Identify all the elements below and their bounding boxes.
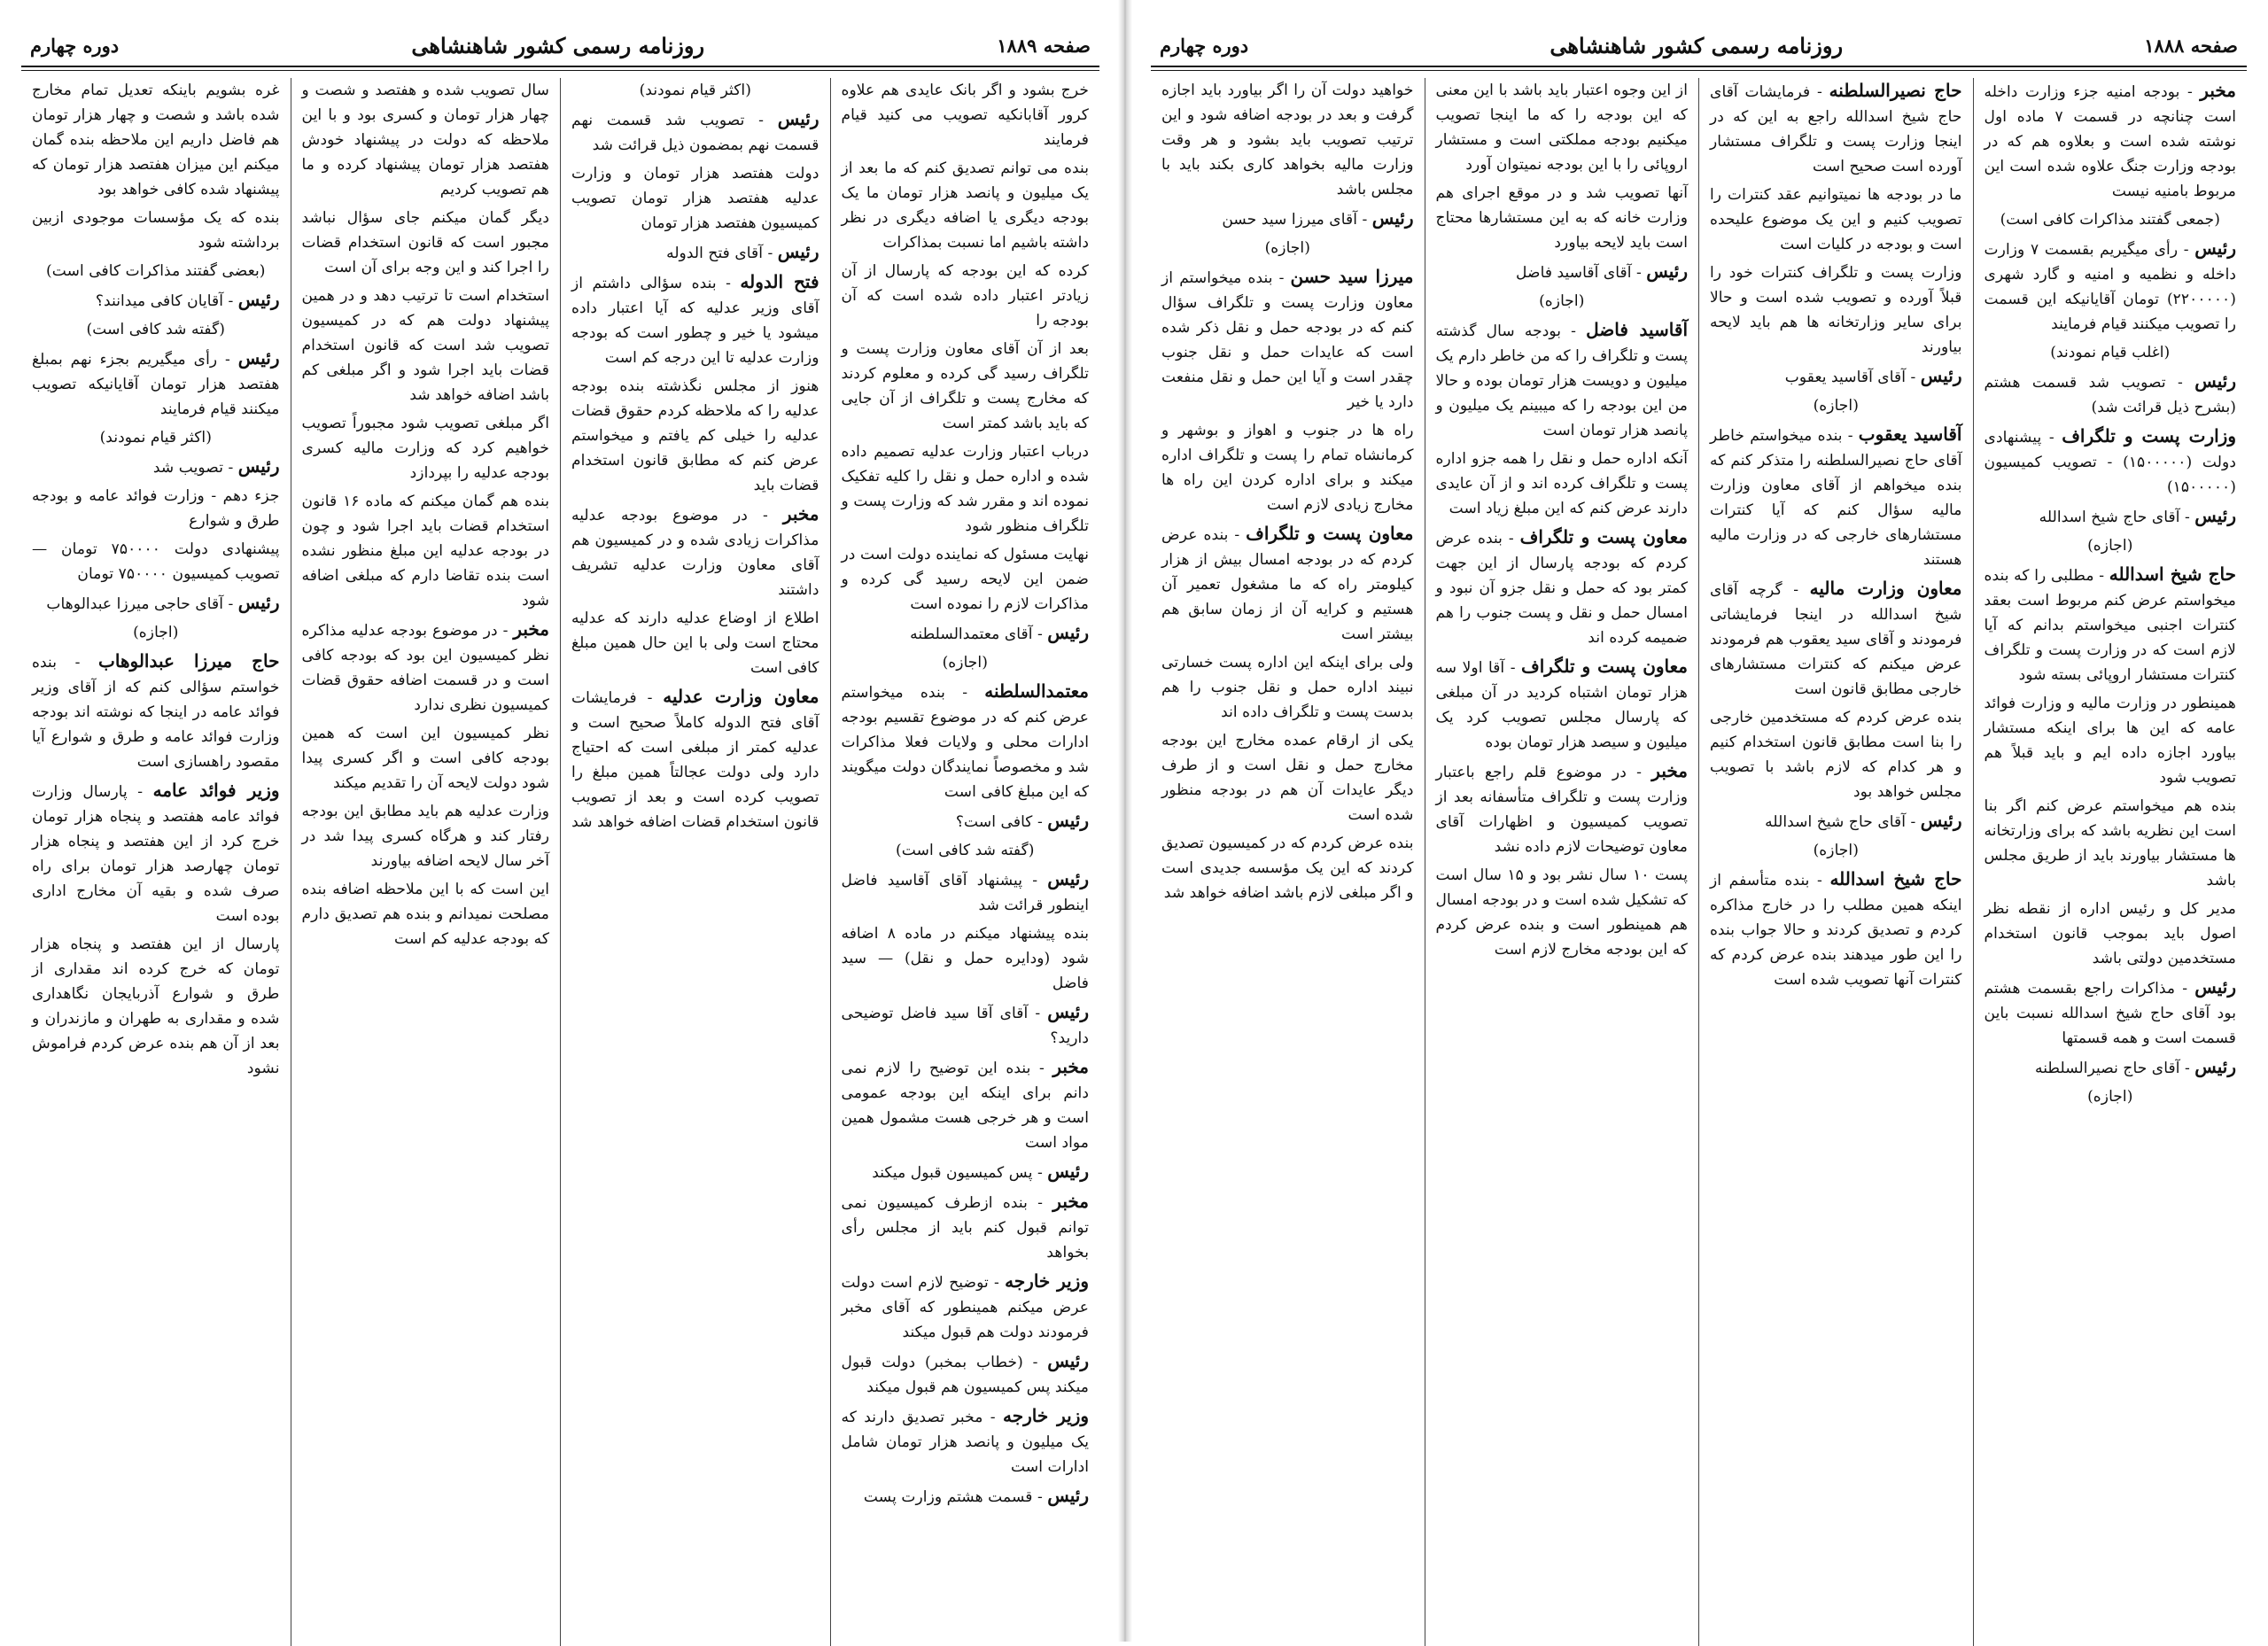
speech-paragraph: حاج شیخ اسدالله - مطلبی را که بنده میخواستم عرض کنم مربوط است بعقد کنترات اجنبی میخواستم بدانم که آیا لازم است که در وزارت پست و تلگراف کنترات مستشار اروپائی بسته شود (1984, 563, 2236, 684)
body-paragraph: بعد از آن آقای معاون وزارت پست و تلگراف رسید گی کرده و معلوم کردند که مخارج پست و تلگراف از آن جایی که باید باشد کمتر است (841, 340, 1089, 432)
speech-paragraph: مخبر - در موضوع بودجه عدلیه مذاکره نظر کمیسیون این بود که بودجه کافی است و در قسمت اضافه حقوق قضات کمیسیون نظری ندارد (301, 618, 550, 714)
speaker-name: حاج میرزا عبدالوهاب (98, 650, 280, 672)
speech-paragraph (302, 283, 550, 408)
speaker-name: وزیر خارجه (1003, 1405, 1090, 1426)
speech-paragraph: رئیس - کافی است؟ (955, 810, 1089, 831)
speaker-name: حاج شیخ اسدالله (2109, 563, 2236, 585)
speech-text: نظر کمیسیون این است که همین بودجه کافی است و اگر کسری پیدا شود دولت لایحه آن را تقدیم میکند (301, 725, 549, 792)
speaker-name: رئیس (1047, 622, 1089, 643)
speech-text: مذاکرات راجع بقسمت هشتم بود آقای حاج شیخ اسدالله نسبت باین قسمت است و همه قسمتها (1984, 980, 2236, 1047)
body-paragraph: بنده می توانم تصدیق کنم که ما بعد از یک میلیون و پانصد هزار تومان ما یک بودجه دیگری یا اضافه دیگری در نظر داشته باشیم اما نسبت بمذاکرات (841, 159, 1089, 252)
speech-paragraph: رئیس - تصویب شد (152, 455, 280, 477)
speech-paragraph (1161, 728, 1414, 827)
speaker-name: رئیس (1646, 260, 1688, 282)
speaker-name: رئیس (1047, 868, 1090, 889)
speech-paragraph: وزارت پست و تلگراف - پیشنهادی دولت (۱۵۰۰۰۰۰) - تصویب کمیسیون (۱۵۰۰۰۰۰) (1984, 425, 2237, 496)
speech-paragraph: حاج نصیرالسلطنه - فرمایشات آقای حاج شیخ اسدالله راجع به این که در اینجا وزارت پست و تلگراف مستشار آورده است صحیح است (1710, 80, 1962, 175)
speech-text: این است که با این ملاحظه اضافه بنده مصلحت نمیدانم و بنده هم تصدیق دارم که بودجه عدلیه کم است (301, 881, 549, 948)
speech-paragraph: رئیس - رأی میگیریم بقسمت ۷ وزارت داخله و نظمیه و امنیه و گارد شهری (۲۲۰۰۰۰۰) تومان آقایانیکه این قسمت را تصویب میکنند قیام فرمایند (1984, 237, 2236, 333)
parenthetical-note: (اجازه) (1264, 239, 1310, 257)
left-header-rule (21, 66, 1099, 71)
speech-text: آقای میرزا سید حسن (1222, 211, 1357, 229)
speech-text: فرمایشات آقای فتح الدوله کاملاً صحیح است و عدلیه کمتر از مبلغی است که احتیاج دارد ولی دولت عجالتاً همین مبلغ را تصویب کرده است و بعد از تصویب قانون استخدام قضات اضافه خواهد شد (571, 689, 819, 831)
speaker-name: مخبر (513, 618, 550, 640)
parenthetical-note: (اجازه) (1539, 292, 1585, 310)
speaker-name: معتمدالسلطنه (984, 680, 1089, 702)
text-column (21, 78, 291, 1646)
left-page-title: روزنامه رسمی کشور شاهنشاهی (411, 32, 705, 58)
speech-text: غره بشویم باینکه تعدیل تمام مخارج شده باشد و شصت و چهار هزار تومان هم فاضل داریم این ملاحظه بنده گمان میکنم این میزان هفتصد هزار تومان که پیشنهاد شده کافی خواهد بود (32, 82, 280, 198)
parenthetical-note: (گفته شد کافی است) (86, 321, 226, 338)
speech-paragraph: معاون پست و تلگراف - بنده عرض کردم که در بودجه امسال بیش از هزار کیلومتر راه که ما مشغول تعمیر آن هستیم و کرایه آن از زمان سابق هم بیشتر است (1161, 523, 1414, 643)
text-column (1151, 78, 1425, 1646)
speaker-name: آقاسید یعقوب (1858, 423, 1962, 445)
speech-text: وزارت عدلیه هم باید مطابق این بودجه رفتار کند و هرگاه کسری پیدا شد در آخر سال لایحه اضافه بیاورند (301, 803, 549, 870)
speech-text: رأی میگیریم بقسمت ۷ وزارت داخله و نظمیه و امنیه و گارد شهری (۲۲۰۰۰۰۰) تومان آقایانیکه این قسمت را تصویب میکنند قیام فرمایند (1984, 241, 2236, 333)
speech-paragraph (302, 877, 550, 951)
speech-text: آقای حاج نصیرالسلطنه (2035, 1060, 2180, 1077)
speech-paragraph: رئیس - آقای آقاسید فاضل (1515, 260, 1688, 282)
speech-paragraph (32, 78, 280, 202)
speech-paragraph: معاون پست و تلگراف - آقا اولا سه هزار تومان اشتباه کردید در آن مبلغی که پارسال مجلس تصویب کرد یک میلیون و سیصد هزار تومان بوده (1435, 656, 1689, 751)
speech-paragraph: رئیس - آقای آقا سید فاضل توضیحی دارید؟ (841, 1001, 1089, 1047)
speech-text: پس کمیسیون قبول میکند (872, 1164, 1033, 1182)
speech-text: بودجه سال گذشته پست و تلگراف را که من خاطر دارم یک میلیون و دویست هزار تومان بوده و حالا من این بودجه را که میبینم یک میلیون و پانصد هزار تومان است (1435, 322, 1688, 439)
speaker-name: مخبر (2200, 80, 2236, 101)
parenthetical-note: (اجازه) (2087, 537, 2133, 555)
text-column (830, 78, 1100, 1646)
speech-paragraph: معاون وزارت مالیه - گرچه آقای شیخ اسدالله در اینجا فرمایشاتی فرمودند و آقای سید یعقوب هم فرمودند عرض میکنم که کنترات مستشارهای خارجی مطابق قانون است (1710, 578, 1962, 698)
speech-text: بنده این توضیح را لازم نمی دانم برای اینکه این بودجه عمومی است و هر خرجی هست مشمول همین مواد است (841, 1060, 1089, 1152)
speech-text: بودجه امنیه جزء وزارت داخله است چنانچه در قسمت ۷ ماده اول نوشته شده است و بعلاوه هم که در بودجه وزارت جنگ علاوه شده است این مربوط بامنیه نیست (1984, 83, 2236, 200)
speaker-name: رئیس (1047, 1161, 1089, 1182)
body-paragraph: نهایت مسئول که نماینده دولت است در ضمن این لایحه رسید گی کرده و مذاکرات لازم را نموده است (841, 546, 1089, 613)
speaker-name: رئیس (1047, 1001, 1089, 1022)
speech-paragraph: فتح الدوله - بنده سؤالی داشتم از آقای وزیر عدلیه که آیا اعتبار داده میشود یا خیر و چطور است که بودجه وزارت عدلیه تا این درجه کم است (571, 271, 819, 367)
speaker-name: رئیس (2194, 976, 2237, 998)
parenthetical-note: (اجازه) (942, 654, 988, 672)
speech-text: یکی از ارقام عمده مخارج این بودجه مخارج حمل و نقل است و از طرف دیگر عایدات آن هم در بودجه منظور شده است (1161, 732, 1414, 824)
speech-text: آقایان کافی میدانند؟ (95, 292, 223, 310)
speech-text: بنده ازطرف کمیسیون نمی توانم قبول کنم باید از مجلس رأی بخواهد (841, 1194, 1089, 1262)
right-page-period: دوره چهارم (1160, 34, 1249, 57)
speech-paragraph (1984, 691, 2237, 790)
speech-text: بنده میخواستم از معاون وزارت پست و تلگراف سؤال کنم که در بودجه حمل و نقل ذکر شده است که عایدات حمل و نقل جنوب چقدر است و آیا این حمل و نقل منفعت دارد یا خیر (1161, 269, 1414, 411)
speech-text: مطلبی را که بنده میخواستم عرض کنم مربوط است بعقد کنترات اجنبی میخواستم بدانم که آیا لازم است که در وزارت پست و تلگراف کنترات مستشار اروپائی بسته شود (1984, 567, 2236, 684)
parenthetical-note: (اجازه) (1813, 397, 1859, 415)
speech-paragraph: وزیر خارجه - توضیح لازم است دولت عرض میکنم همینطور که آقای مخبر فرمودند دولت هم قبول میکند (841, 1270, 1089, 1341)
speech-text: پارسال وزارت فوائد عامه هفتصد و پنجاه هزار تومان خرج کرد از این هفتصد و پنجاه هزار تومان چهارصد هزار تومان برای راه صرف شده و بقیه آن مخارج اداری بوده است (32, 783, 280, 925)
speech-text: اطلاع از اوضاع عدلیه دارند که عدلیه محتاج است ولی با این حال همین مبلغ کافی است (571, 609, 819, 677)
speech-text: بنده هم گمان میکنم که ماده ۱۶ قانون استخدام قضات باید اجرا شود و چون در بودجه عدلیه این مبلغ منظور نشده است بنده تقاضا دارم که مبلغی اضافه شود (301, 493, 549, 609)
speech-paragraph: رئیس - تصویب شد قسمت نهم قسمت نهم بمضمون ذیل قرائت شد (571, 108, 819, 154)
speaker-name: وزیر فوائد عامه (152, 780, 280, 801)
left-page-period: دوره چهارم (30, 34, 120, 57)
speech-paragraph: رئیس - آقای فتح الدوله (666, 241, 819, 262)
speech-text: مخبر تصدیق دارند که یک میلیون و پانصد هزار تومان شامل ادارات است (841, 1409, 1089, 1476)
speech-paragraph: وزیر خارجه - مخبر تصدیق دارند که یک میلیون و پانصد هزار تومان شامل ادارات است (841, 1405, 1090, 1476)
text-column (291, 78, 561, 1646)
speech-text: بنده عرض کردم که مستخدمین خارجی را بنا است مطابق قانون استخدام کنیم و هر کدام که لازم باشد با تصویب مجلس خواهد بود (1710, 709, 1962, 801)
speech-text: پیشنهاد آقای آقاسید فاضل اینطور قرائت شد (841, 872, 1089, 914)
speech-text: تصویب شد قسمت هشتم (بشرح ذیل قرائت شد) (1984, 374, 2236, 416)
text-column (1973, 78, 2248, 1646)
speaker-name: رئیس (237, 455, 280, 477)
speech-paragraph: مخبر - در موضوع بودجه عدلیه مذاکرات زیادی شده و در کمیسیون هم آقای معاون وزارت عدلیه تشریف داشتند (571, 503, 819, 599)
speech-paragraph (1436, 78, 1689, 177)
speech-paragraph (1984, 794, 2237, 893)
speech-paragraph: مخبر - بنده این توضیح را لازم نمی دانم برای اینکه این بودجه عمومی است و هر خرجی هست مشمول همین مواد است (841, 1056, 1090, 1152)
speech-text: بنده سؤالی داشتم از آقای وزیر عدلیه که آیا اعتبار داده میشود یا خیر و چطور است که بودجه وزارت عدلیه تا این درجه کم است (571, 275, 819, 367)
speaker-name: معاون پست و تلگراف (1246, 523, 1414, 544)
speech-paragraph: رئیس - آقای میرزا سید حسن (1222, 207, 1414, 229)
parenthetical-note: (بعضی گفتند مذاکرات کافی است) (46, 262, 266, 280)
speech-text: کافی است؟ (955, 813, 1033, 831)
speech-text: آقای حاج شیخ اسدالله (2039, 509, 2180, 526)
speech-paragraph: رئیس - آقای معتمدالسلطنه (910, 622, 1089, 643)
parenthetical-note: (گفته شد کافی است) (895, 842, 1035, 859)
speech-text: پیشنهادی دولت (۱۵۰۰۰۰۰) - تصویب کمیسیون (۱۵۰۰۰۰۰) (1984, 429, 2236, 496)
right-page-number: صفحه ۱۸۸۸ (2144, 34, 2238, 57)
speech-text: آقای فتح الدوله (666, 245, 763, 262)
speech-paragraph (842, 921, 1090, 996)
speech-paragraph: حاج شیخ اسدالله - بنده متأسفم از اینکه همین مطلب را در خارج مذاکره کردم و تصدیق کردند و حالا جواب بنده را این طور میدهند بنده عرض کردم که کنترات آنها تصویب شده است (1710, 868, 1962, 989)
speech-text: فرمایشات آقای حاج شیخ اسدالله راجع به این که در اینجا وزارت پست و تلگراف مستشار آورده است صحیح است (1710, 83, 1962, 175)
speech-paragraph: آقاسید یعقوب - بنده میخواستم خاطر آقای حاج نصیرالسلطنه را متذکر کنم که بنده میخواهم از آقای معاون وزارت مالیه سؤال کنم که آیا کنترات مستشارهای خارجی که در وزارت مالیه هستند (1710, 423, 1962, 569)
speaker-name: رئیس (2194, 1056, 2236, 1077)
speech-paragraph: رئیس - آقایان کافی میدانند؟ (95, 289, 280, 310)
speech-text: بنده عرض کردم که در بودجه امسال بیش از هزار کیلومتر راه که ما مشغول تعمیر آن هستیم و کرایه آن از زمان سابق هم بیشتر است (1161, 526, 1414, 643)
speech-text: دولت هفتصد هزار تومان و وزارت عدلیه هفتصد هزار تومان تصویب کمیسیون هفتصد هزار تومان (571, 165, 819, 232)
speech-paragraph (32, 206, 280, 255)
speech-text: تصویب شد (152, 459, 223, 477)
speech-paragraph (302, 799, 550, 873)
speech-text: پست ۱۰ سال نشر بود و ۱۵ سال است که تشکیل شده است و در بودجه امسال هم همینطور است و بنده عرض کردم که این بودجه مخارج لازم است (1435, 866, 1688, 959)
speech-paragraph: مخبر - در موضوع قلم راجع باعتبار وزارت پست و تلگراف متأسفانه بعد از تصویب کمیسیون و اظهارات آقای معاون توضیحات لازم داده نشد (1435, 760, 1688, 856)
speech-paragraph: مخبر - بودجه امنیه جزء وزارت داخله است چنانچه در قسمت ۷ ماده اول نوشته شده است و بعلاوه هم که در بودجه وزارت جنگ علاوه شده است این مربوط بامنیه نیست (1984, 80, 2236, 200)
speech-paragraph (1710, 260, 1962, 360)
speaker-name: رئیس (1047, 1485, 1089, 1506)
speech-text: بنده که یک مؤسسات موجودی ازبین برداشته شود (32, 209, 280, 252)
speech-paragraph: رئیس - آقای حاج شیخ اسدالله (2039, 505, 2236, 526)
speech-paragraph: معاون پست و تلگراف - بنده عرض کردم که بودجه پارسال از این جهت کمتر بود که حمل و نقل جزو آن نبود و امسال حمل و نقل و پست جنوب را هم ضمیمه کرده اند (1435, 526, 1689, 647)
speaker-name: مخبر (1052, 1191, 1089, 1212)
speech-text: پارسال از این هفتصد و پنجاه هزار تومان که خرج کرده اند مقداری از طرق و شوارع آذربایجان نگاهداری شده و مقداری به طهران و مازندران و بعد از آن هم بنده عرض کردم فراموش نشود (32, 936, 280, 1077)
speech-paragraph (302, 206, 550, 280)
speech-text: آنها تصویب شد و در موقع اجرای هم وزارت خانه که به این مستشارها محتاج است باید لایحه بیاورد (1435, 184, 1688, 252)
speech-paragraph: وزیر فوائد عامه - پارسال وزارت فوائد عامه هفتصد و پنجاه هزار تومان خرج کرد از این هفتصد و پنجاه هزار تومان چهارصد هزار تومان برای راه صرف شده و بقیه آن مخارج اداری بوده است (32, 780, 280, 925)
parenthetical-note: (اغلب قیام نمودند) (2050, 344, 2171, 361)
speaker-name: رئیس (2194, 505, 2236, 526)
right-columns (1151, 78, 2247, 1646)
speech-text: بنده متأسفم از اینکه همین مطلب را در خارج مذاکره کردم و تصدیق کردند و حالا جواب بنده را این طور میدهند بنده عرض کردم که کنترات آنها تصویب شده است (1710, 872, 1962, 989)
speech-paragraph (1161, 78, 1414, 202)
speaker-name: آقاسید فاضل (1586, 319, 1689, 340)
speech-paragraph: رئیس - قسمت هشتم وزارت پست (863, 1485, 1089, 1506)
right-page-header (1151, 27, 2247, 64)
speech-paragraph: معتمدالسلطنه - بنده میخواستم عرض کنم که در موضوع تقسیم بودجه ادارات محلی و ولایات فعلا مذاکرات شد و مخصوصاً نمایندگان دولت میگویند که این مبلغ کافی است (841, 680, 1089, 801)
speech-text: در موضوع بودجه عدلیه مذاکرات زیادی شده و در کمیسیون هم آقای معاون وزارت عدلیه تشریف داشتند (571, 507, 819, 599)
speech-text: آنکه اداره حمل و نقل را همه جزو اداره پست و تلگراف کرده اند و از آن عایدی دارند عرض کنم که این مبلغ زیاد است (1435, 450, 1688, 517)
speech-text: بنده پیشنهاد میکنم در ماده ۸ اضافه شود (ودایره حمل و نقل) — سید فاضل (841, 925, 1089, 992)
speech-paragraph: معاون وزارت عدلیه - فرمایشات آقای فتح الدوله کاملاً صحیح است و عدلیه کمتر از مبلغی است که احتیاج دارد ولی دولت عجالتاً همین مبلغ را تصویب کرده است و بعد از تصویب قانون استخدام قضات اضافه خواهد شد (571, 686, 819, 831)
speech-text: از این وجوه اعتبار باید باشد با این معنی که این بودجه را که ما اینجا تصویب میکنیم بودجه مملکتی است و مستشار اروپائی را با این بودجه نمیتوان آورد (1435, 82, 1688, 174)
speech-text: بنده میخواستم خاطر آقای حاج نصیرالسلطنه را متذکر کنم که بنده میخواهم از آقای معاون وزارت مالیه سؤال کنم که آیا کنترات مستشارهای خارجی که در وزارت مالیه هستند (1710, 427, 1962, 569)
speaker-name: وزیر خارجه (1005, 1270, 1089, 1292)
speaker-name: رئیس (237, 347, 280, 369)
right-page (1130, 0, 2268, 1642)
speech-paragraph: رئیس - (خطاب بمخبر) دولت قبول میکند پس کمیسیون هم قبول میکند (841, 1350, 1090, 1396)
speech-text: بنده عرض کردم که در کمیسیون تصدیق کردند که این یک مؤسسه جدیدی است و اگر مبلغی لازم باشد اضافه خواهد شد (1161, 835, 1414, 902)
speaker-name: رئیس (237, 592, 280, 613)
speech-text: استخدام است تا ترتیب دهد و در همین پیشنهاد دولت هم که در کمیسیون تصویب شد است که قانون استخدام قضات باید اجرا شود و اگر مبلغی کم باشد اضافه خواهد شد (301, 287, 549, 404)
speaker-name: معاون وزارت عدلیه (663, 686, 819, 707)
speaker-name: مخبر (1651, 760, 1688, 781)
parenthetical-note: (جمعی گفتند مذاکرات کافی است) (2000, 211, 2220, 229)
left-page-number: صفحه ۱۸۸۹ (997, 34, 1091, 57)
speech-text: پیشنهادی دولت ۷۵۰۰۰۰ تومان — تصویب کمیسیون ۷۵۰۰۰۰ تومان (32, 540, 280, 583)
speech-paragraph (1436, 181, 1689, 255)
speaker-name: مخبر (1052, 1056, 1090, 1077)
speaker-name: رئیس (2194, 370, 2236, 392)
speech-paragraph: رئیس - پیشنهاد آقای آقاسید فاضل اینطور قرائت شد (841, 868, 1090, 914)
speech-text: مدیر کل و رئیس اداره از نقطه نظر اصول باید بموجب قانون استخدام مستخدمین دولتی باشد (1984, 900, 2236, 967)
body-paragraph: خرج بشود و اگر بانک عایدی هم علاوه کرور آقابانکیه تصویب می کنید قیام فرمایند (841, 82, 1089, 149)
speaker-name: وزارت پست و تلگراف (2062, 425, 2237, 446)
speech-text: بنده خواستم سؤالی کنم که از آقای وزیر فوائد عامه در اینجا که نوشته اند بودجه وزارت فوائد عامه و طرق و شوارع آیا مقصود راهسازی است (32, 654, 280, 771)
speech-paragraph (302, 489, 550, 613)
speech-paragraph (1984, 897, 2237, 971)
speech-text: آقای آقاسید فاضل (1515, 264, 1632, 282)
speech-text: بنده هم میخواستم عرض کنم اگر بنا است این نظریه باشد که برای وزارتخانه ها مستشار بیاورند باید از طریق مجلس باشد (1984, 797, 2236, 889)
left-columns (21, 78, 1099, 1646)
right-page-title: روزنامه رسمی کشور شاهنشاهی (1550, 32, 1844, 58)
speech-text: آقای حاجی میرزا عبدالوهاب (46, 595, 223, 613)
speech-text: قسمت هشتم وزارت پست (863, 1488, 1033, 1506)
speech-paragraph (32, 537, 280, 586)
speaker-name: رئیس (1047, 810, 1089, 831)
speech-paragraph (1161, 418, 1414, 517)
speech-paragraph (302, 78, 550, 202)
speech-text: در موضوع بودجه عدلیه مذاکره نظر کمیسیون این بود که بودجه کافی است و در قسمت اضافه حقوق قضات کمیسیون نظری ندارد (301, 622, 549, 714)
speech-text: سال تصویب شده و هفتصد و شصت و چهار هزار تومان و کسری بود و با این ملاحظه که دولت در پیشنهاد خودش هفتصد هزار تومان پیشنهاد کرده و ما هم تصویب کردیم (301, 82, 549, 198)
parenthetical-note: (اکثر قیام نمودند) (99, 429, 212, 446)
right-header-rule (1151, 66, 2247, 71)
speaker-name: رئیس (1920, 365, 1962, 386)
parenthetical-note: (اجازه) (1813, 842, 1859, 859)
speaker-name: معاون پست و تلگراف (1519, 526, 1689, 547)
speech-paragraph (571, 374, 819, 498)
speech-text: بنده عرض کردم که بودجه پارسال از این جهت کمتر بود که حمل و نقل جزو آن نبود و امسال حمل و نقل و پست جنوب را هم ضمیمه کرده اند (1435, 530, 1688, 647)
speaker-name: مخبر (782, 503, 819, 524)
speaker-name: رئیس (1047, 1350, 1090, 1371)
speech-text: ولی برای اینکه این اداره پست خسارتی نبیند اداره حمل و نقل جنوب را هم بدست پست و تلگراف داده اند (1161, 654, 1414, 721)
speech-paragraph: رئیس - مذاکرات راجع بقسمت هشتم بود آقای حاج شیخ اسدالله نسبت باین قسمت است و همه قسمتها (1984, 976, 2237, 1047)
speaker-name: رئیس (2194, 237, 2236, 259)
speaker-name: حاج شیخ اسدالله (1829, 868, 1962, 889)
left-page (0, 0, 1121, 1642)
speech-text: همینطور در وزارت مالیه و وزارت فوائد عامه که این ها برای اینکه مستشار بیاورد اجازه داده ایم و باید قبلاً هم تصویب شود (1984, 695, 2236, 787)
speech-paragraph: رئیس - آقای آقاسید یعقوب (1784, 365, 1962, 386)
speaker-name: رئیس (777, 241, 819, 262)
speaker-name: رئیس (1371, 207, 1414, 229)
speaker-name: معاون پست و تلگراف (1520, 656, 1689, 677)
speech-text: اگر مبلغی تصویب شود مجبوراً تصویب خواهیم کرد که وزارت مالیه کسری بودجه عدلیه را بپردازد (301, 415, 549, 482)
speech-paragraph: رئیس - آقای حاج نصیرالسلطنه (2035, 1056, 2236, 1077)
speech-paragraph: آقاسید فاضل - بودجه سال گذشته پست و تلگراف را که من خاطر دارم یک میلیون و دویست هزار تومان بوده و حالا من این بودجه را که میبینم یک میلیون و پانصد هزار تومان است (1435, 319, 1689, 439)
speech-text: در موضوع قلم راجع باعتبار وزارت پست و تلگراف متأسفانه بعد از تصویب کمیسیون و اظهارات آقای معاون توضیحات لازم داده نشد (1435, 764, 1688, 856)
text-column (560, 78, 830, 1646)
speech-paragraph (1710, 182, 1962, 257)
parenthetical-note: (اجازه) (2087, 1088, 2133, 1106)
speech-text: دیگر گمان میکنم جای سؤال نباشد مجبور است که قانون استخدام قضات را اجرا کند و این وجه برای آن است (301, 209, 549, 276)
speech-paragraph (1436, 863, 1689, 962)
speech-text: آقا اولا سه هزار تومان اشتباه کردید در آن مبلغی که پارسال مجلس تصویب کرد یک میلیون و سیصد هزار تومان بوده (1435, 659, 1688, 751)
speaker-name: حاج نصیرالسلطنه (1829, 80, 1962, 101)
speaker-name: رئیس (777, 108, 819, 129)
speech-paragraph (1161, 831, 1414, 905)
speech-text: گرچه آقای شیخ اسدالله در اینجا فرمایشاتی فرمودند و آقای سید یعقوب هم فرمودند عرض میکنم که کنترات مستشارهای خارجی مطابق قانون است (1710, 581, 1962, 698)
speech-text: وزارت پست و تلگراف کنترات خود را قبلاً آورده و تصویب شده است و حالا برای سایر وزارتخانه ها هم باید لایحه بیاورند (1710, 264, 1962, 356)
speech-paragraph: رئیس - آقای حاجی میرزا عبدالوهاب (46, 592, 280, 613)
speech-text: جزء دهم - وزارت فوائد عامه و بودجه طرق و شوارع (32, 487, 280, 530)
speech-paragraph (302, 721, 550, 796)
speech-paragraph (32, 484, 280, 533)
speech-text: ما در بودجه ها نمیتوانیم عقد کنترات را تصویب کنیم و این یک موضوع علیحده است و بودجه در کلیات است (1710, 186, 1962, 253)
speech-text: آقای حاج شیخ اسدالله (1765, 813, 1906, 831)
speech-paragraph (32, 932, 280, 1081)
speech-text: هنوز از مجلس نگذشته بنده بودجه عدلیه را که ملاحظه کردم حقوق قضات عدلیه را خیلی کم یافتم و میخواستم عرض کنم که مطابق قانون استخدام قضات باید (571, 377, 819, 494)
speech-paragraph: رئیس - آقای حاج شیخ اسدالله (1765, 810, 1962, 831)
speech-text: آقای معتمدالسلطنه (910, 625, 1033, 643)
speech-paragraph (302, 411, 550, 485)
speaker-name: رئیس (1920, 810, 1962, 831)
text-column (1425, 78, 1699, 1646)
body-paragraph: درباب اعتبار وزارت عدلیه تصمیم داده شده و اداره حمل و نقل را کلیه تفکیک نموده اند و مقرر شد که وزارت پست و تلگراف منظور شود (841, 443, 1089, 535)
speaker-name: فتح الدوله (740, 271, 819, 292)
speech-paragraph: میرزا سید حسن - بنده میخواستم از معاون وزارت پست و تلگراف سؤال کنم که در بودجه حمل و نقل ذکر شده است که عایدات حمل و نقل جنوب چقدر است و آیا این حمل و نقل منفعت دارد یا خیر (1161, 266, 1414, 411)
speech-text: خواهید دولت آن را اگر بیاورد باید اجازه گرفت و بعد در بودجه اضافه شود و این ترتیب تصویب باید بشود و هر وقت وزارت مالیه بخواهد کاری بکند باید با مجلس باشد (1161, 82, 1414, 198)
parenthetical-note: (اجازه) (133, 624, 179, 641)
speech-paragraph: حاج میرزا عبدالوهاب - بنده خواستم سؤالی کنم که از آقای وزیر فوائد عامه در اینجا که نوشته اند بودجه وزارت فوائد عامه و طرق و شوارع آیا مقصود راهسازی است (32, 650, 280, 771)
speech-text: راه ها در جنوب و اهواز و بوشهر و کرمانشاه تمام را پست و تلگراف اداره میکند و برای اداره کردن این راه ها مخارج زیادی لازم است (1161, 422, 1414, 514)
speaker-name: معاون وزارت مالیه (1809, 578, 1962, 599)
speech-text: (خطاب بمخبر) دولت قبول میکند پس کمیسیون هم قبول میکند (841, 1354, 1089, 1396)
speech-paragraph (1161, 650, 1414, 725)
speaker-name: رئیس (237, 289, 280, 310)
speech-paragraph: رئیس - پس کمیسیون قبول میکند (872, 1161, 1089, 1182)
parenthetical-note: (اکثر قیام نمودند) (639, 82, 751, 99)
speech-text: رأی میگیریم بجزء نهم بمبلغ هفتصد هزار تومان آقایانیکه تصویب میکنند قیام فرمایند (32, 351, 280, 418)
speech-paragraph (1710, 705, 1962, 804)
speech-paragraph (1436, 446, 1689, 521)
speech-paragraph (571, 606, 819, 680)
speech-text: توضیح لازم است دولت عرض میکنم همینطور که آقای مخبر فرمودند دولت هم قبول میکند (841, 1274, 1089, 1341)
body-paragraph: کرده که این بودجه که پارسال از آن زیادتر اعتبار داده شده است که آن بودجه را (841, 262, 1089, 330)
speech-text: آقای آقا سید فاضل توضیحی دارید؟ (841, 1005, 1089, 1047)
speech-text: تصویب شد قسمت نهم قسمت نهم بمضمون ذیل قرائت شد (571, 112, 819, 154)
speech-text: بنده میخواستم عرض کنم که در موضوع تقسیم بودجه ادارات محلی و ولایات فعلا مذاکرات شد و مخصوصاً نمایندگان دولت میگویند که این مبلغ کافی است (841, 684, 1089, 801)
speech-text: آقای آقاسید یعقوب (1784, 369, 1906, 386)
speech-paragraph: مخبر - بنده ازطرف کمیسیون نمی توانم قبول کنم باید از مجلس رأی بخواهد (841, 1191, 1089, 1262)
text-column (1698, 78, 1973, 1646)
speech-paragraph: رئیس - تصویب شد قسمت هشتم (بشرح ذیل قرائت شد) (1984, 370, 2236, 416)
speech-paragraph: رئیس - رأی میگیریم بجزء نهم بمبلغ هفتصد هزار تومان آقایانیکه تصویب میکنند قیام فرمایند (32, 347, 280, 418)
speaker-name: میرزا سید حسن (1290, 266, 1414, 287)
speech-paragraph (571, 161, 819, 236)
left-page-header (21, 27, 1099, 64)
